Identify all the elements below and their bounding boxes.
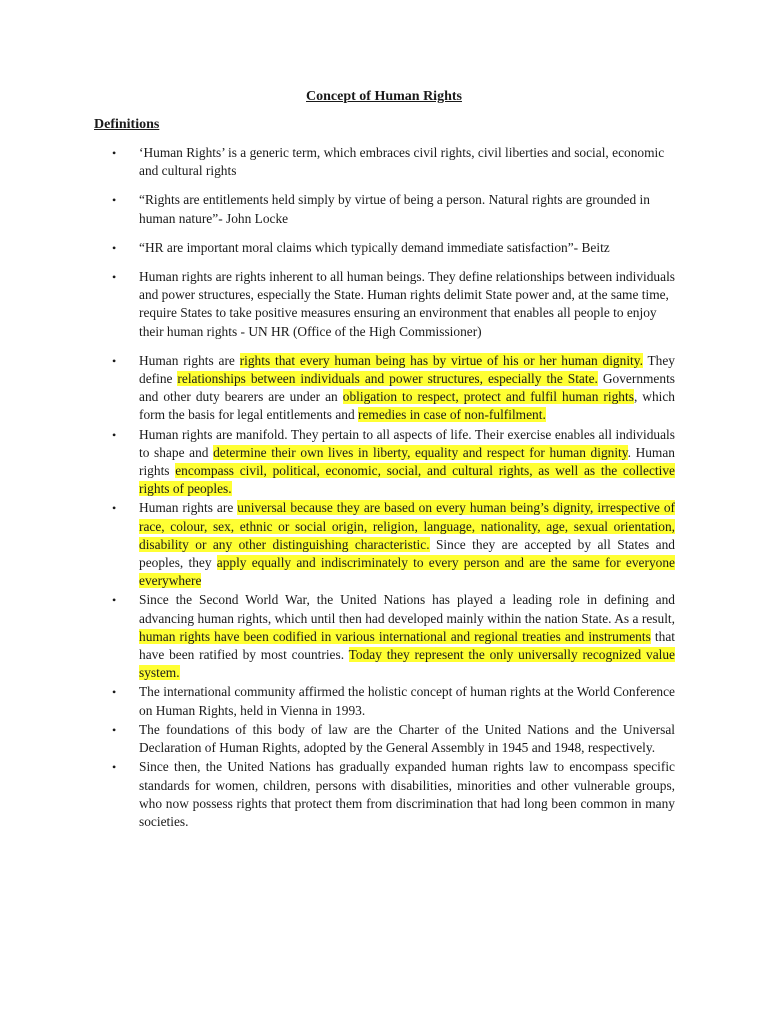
list-item (112, 721, 675, 757)
list-item (112, 191, 675, 227)
list-item-text (139, 592, 675, 680)
list-item-text (139, 192, 650, 225)
highlighted-text: human rights have been codified in various international and regional treaties and instruments (139, 628, 651, 644)
text-run: “Rights are entitlements held simply by virtue of being a person. Natural rights are grounded in human nature”- John Locke (139, 192, 650, 226)
text-run: Governments and other duty bearers are under an (139, 371, 675, 405)
highlighted-text: relationships between individuals and power structures, especially the State. (177, 371, 598, 387)
list-item (112, 352, 675, 425)
bullet-icon: • (112, 760, 117, 775)
highlighted-text: remedies in case of non-fulfilment. (358, 407, 546, 423)
document-title: Concept of Human Rights (306, 89, 462, 104)
text-run: ‘Human Rights’ is a generic term, which embraces civil rights, civil liberties and social, economic and cultural rights (139, 145, 665, 179)
definitions-list (112, 144, 675, 832)
text-run: The foundations of this body of law are the Charter of the United Nations and the Universal Declaration of Human Rights, adopted by the General Assembly in 1945 and 1948, respectively. (139, 721, 675, 756)
list-item (112, 499, 675, 590)
bullet-icon: • (112, 146, 117, 160)
list-item-text (139, 684, 675, 717)
bullet-icon: • (112, 193, 117, 208)
bullet-icon: • (112, 427, 117, 442)
text-run: They define (139, 352, 676, 387)
list-item (112, 268, 675, 341)
highlighted-text: apply equally and indiscriminately to every person and are the same for everyone everywhere (139, 555, 675, 589)
list-item-text (139, 759, 675, 829)
list-item-text (139, 500, 675, 588)
bullet-icon: • (112, 501, 117, 516)
text-run: that have been ratified by most countries. (139, 628, 675, 663)
text-run: Human rights are manifold. They pertain to all aspects of life. Their exercise enables all individuals to shape and (139, 426, 675, 460)
highlighted-text: rights that every human being has by virtue of his or her human dignity. (239, 352, 643, 368)
list-item-text (139, 722, 675, 755)
list-item-text (139, 353, 675, 423)
list-item (112, 426, 675, 499)
text-run: , which form the basis for legal entitlements and (139, 389, 676, 423)
list-item (112, 144, 675, 180)
bullet-icon: • (112, 240, 117, 255)
list-item (112, 239, 675, 257)
section-heading-definitions: Definitions (94, 117, 160, 132)
bullet-icon: • (112, 685, 117, 700)
list-item-text (139, 269, 675, 339)
text-run: The international community affirmed the holistic concept of human rights at the World Conference on Human Rights, held in Vienna in 1993. (139, 684, 675, 718)
highlighted-text: universal because they are based on every human being’s dignity, irrespective of race, colour, sex, ethnic or social origin, religion, language, nationality, age, sexual orientation, disability or any other distinguishing characteristic. (139, 500, 675, 552)
list-item (112, 683, 675, 719)
highlighted-text: Today they represent the only universally recognized value system. (139, 647, 675, 681)
list-item (112, 758, 675, 831)
text-run: Since they are accepted by all States and peoples, they (139, 536, 675, 571)
list-item-text (139, 427, 675, 497)
text-run: Since the Second World War, the United Nations has played a leading role in defining and advancing human rights, which until then had developed mainly within the nation State. As a result, (139, 592, 675, 626)
list-item-text (139, 145, 664, 178)
text-run: . Human rights (139, 444, 675, 479)
text-run: Human rights are rights inherent to all human beings. They define relationships between individuals and power structures, especially the State. Human rights delimit State power and, at the same time, require States to take positive measures ensuring an environment that enables all people to enjoy their human rights - UN HR (Office of the High Commissioner) (139, 269, 675, 339)
bullet-icon: • (112, 593, 117, 608)
list-item-text (139, 240, 610, 255)
text-run: Human rights are (139, 500, 238, 516)
bullet-icon: • (112, 722, 117, 737)
highlighted-text: determine their own lives in liberty, equality and respect for human dignity (213, 444, 628, 460)
highlighted-text: encompass civil, political, economic, social, and cultural rights, as well as the collective rights of peoples. (139, 463, 675, 497)
text-run: “HR are important moral claims which typically demand immediate satisfaction”- Beitz (139, 239, 610, 255)
bullet-icon: • (112, 270, 117, 285)
highlighted-text: obligation to respect, protect and fulfil human rights (342, 389, 634, 405)
text-run: Human rights are (139, 352, 240, 368)
list-item (112, 591, 675, 682)
text-run: Since then, the United Nations has gradually expanded human rights law to encompass specific standards for women, children, persons with disabilities, minorities and other vulnerable groups, who now possess rights that protect them from discrimination that had long been common in many societies. (139, 759, 675, 829)
bullet-icon: • (112, 353, 117, 368)
